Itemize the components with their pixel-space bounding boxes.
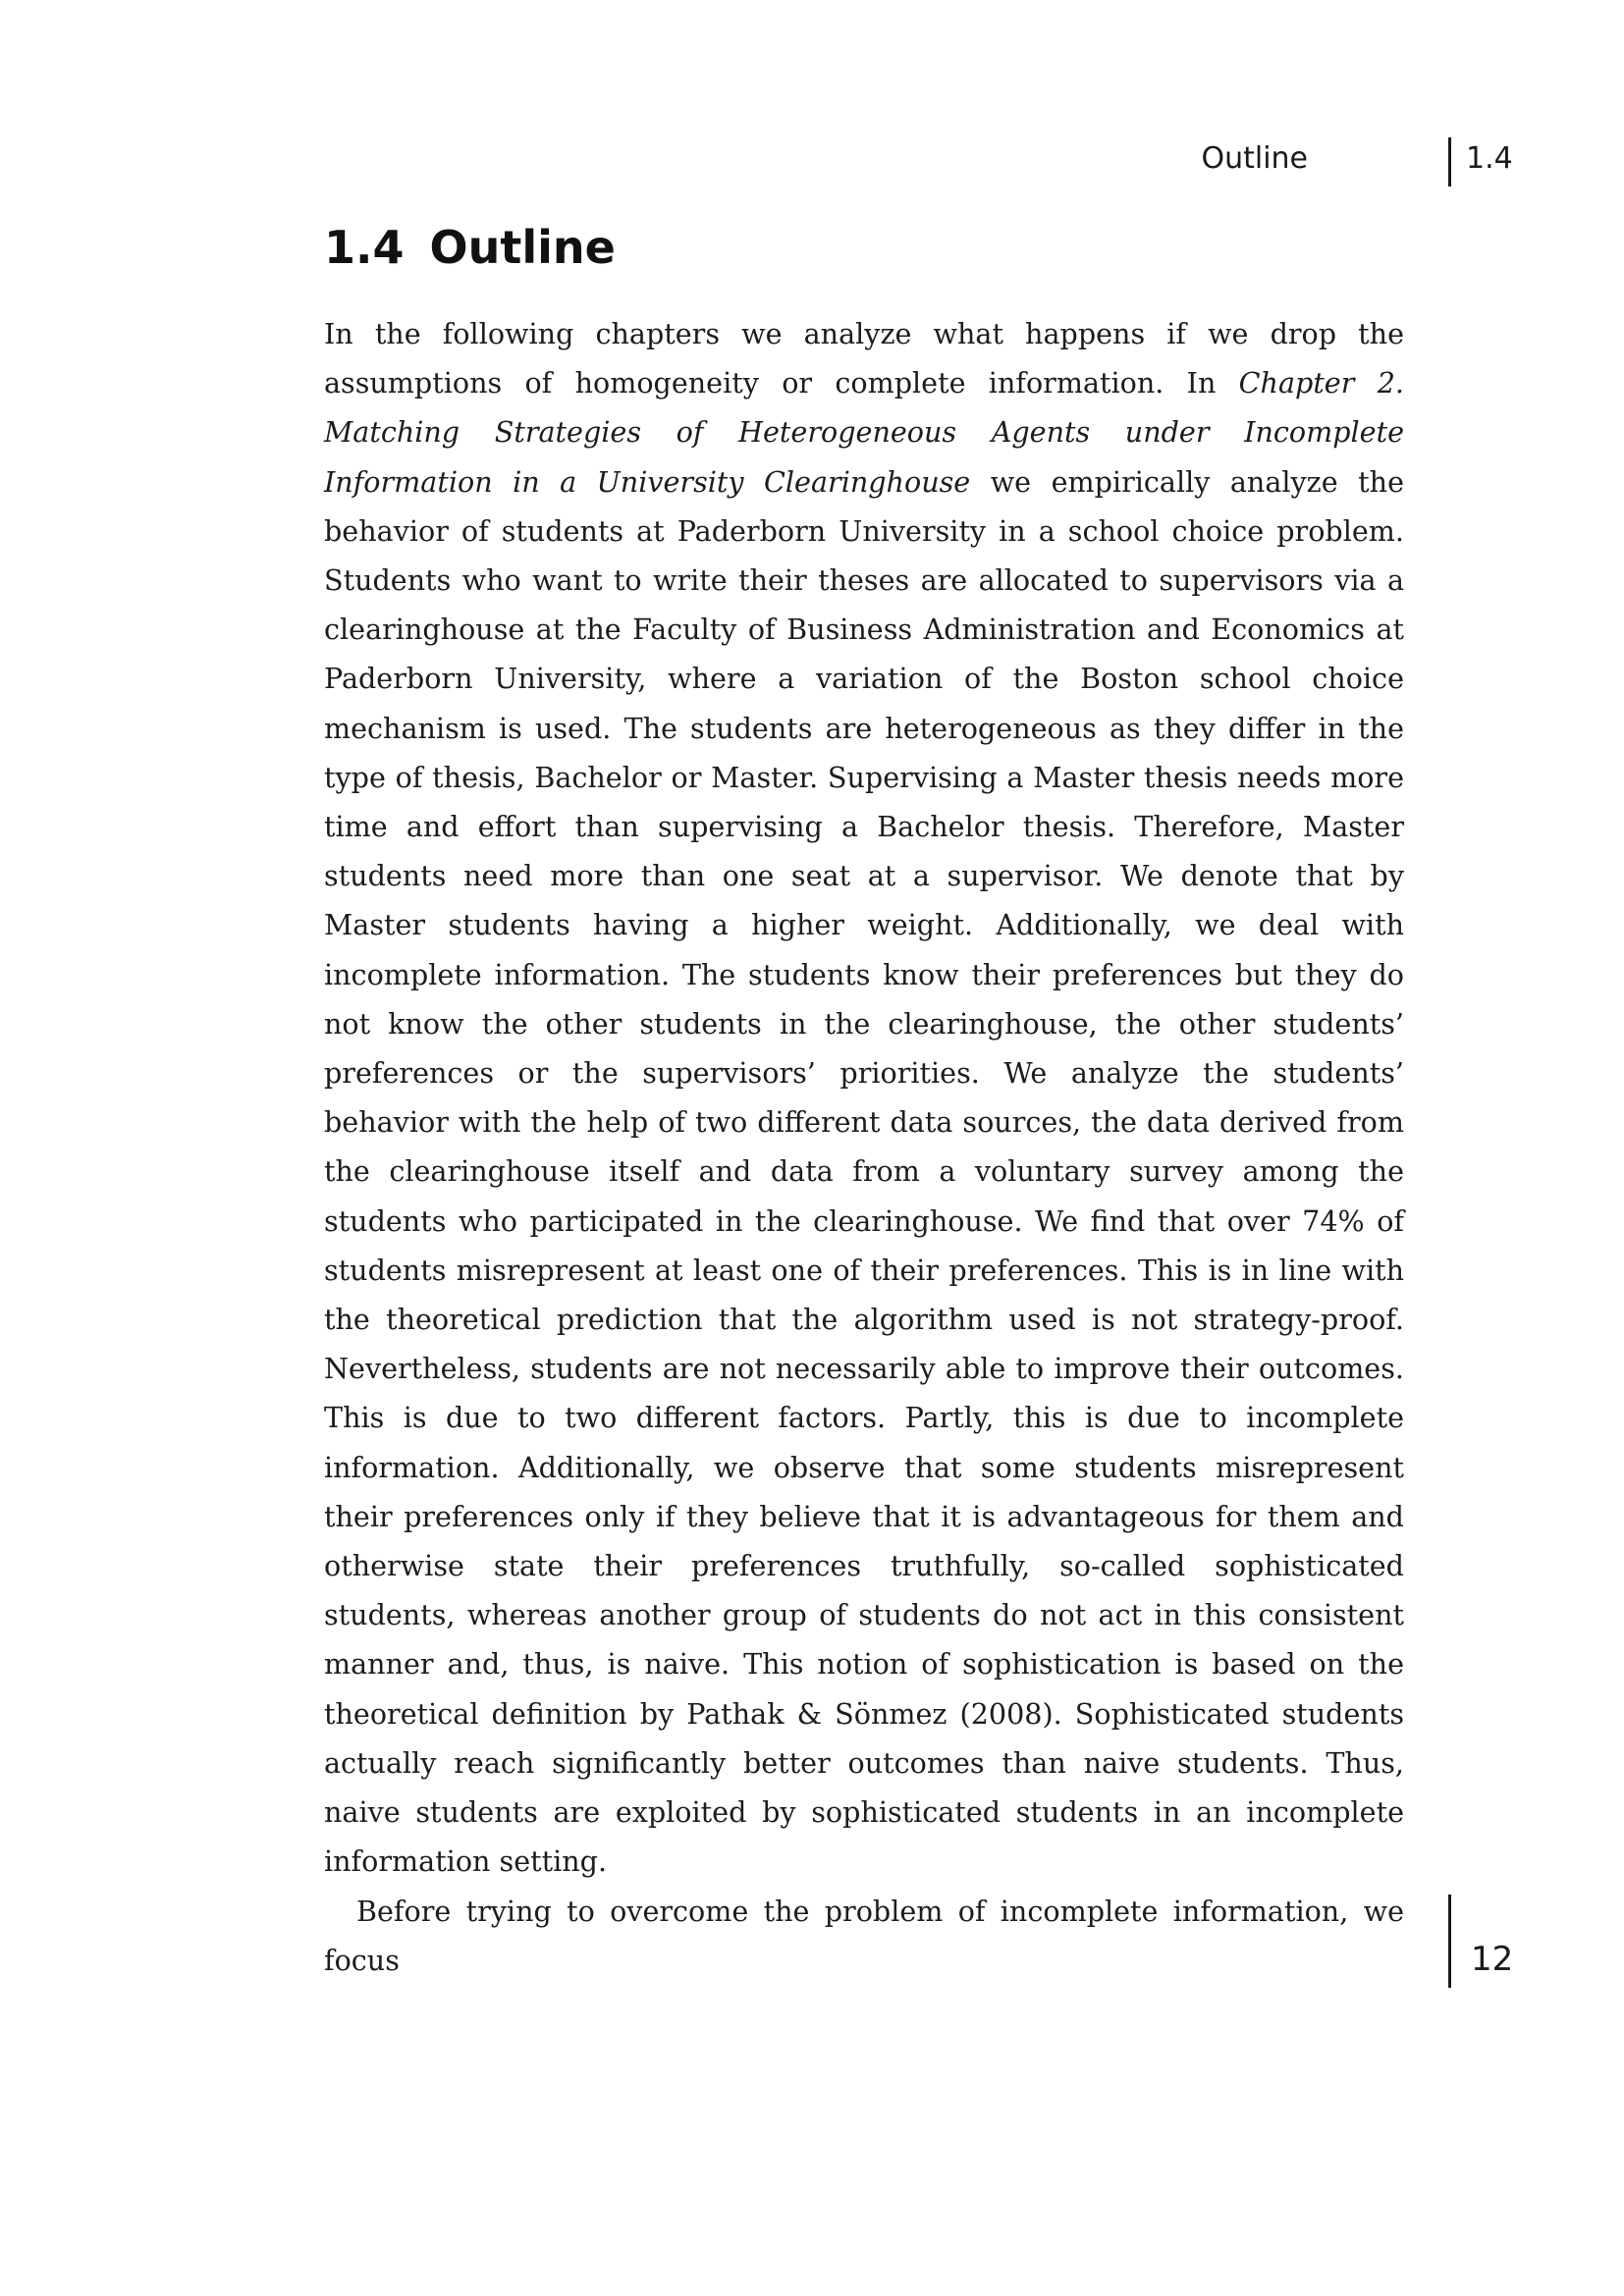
- section-number: 1.4: [324, 221, 405, 274]
- paragraph-1-text-a: In the following chapters we analyze what happens if we drop the assumptions of homogeneity or complete information. In: [324, 317, 1404, 400]
- paragraph-1: [324, 309, 1404, 1887]
- paragraph-1-text-b: we empirically analyze the behavior of students at Paderborn University in a school choice problem. Students who want to write their theses are allocated to supervisors via a clearinghouse at the Faculty of Business Administration and Economics at Paderborn University, where a variation of the Boston school choice mechanism is used. The students are heterogeneous as they differ in the type of thesis, Bachelor or Master. Supervising a Master thesis needs more time and effort than supervising a Bachelor thesis. Therefore, Master students need more than one seat at a supervisor. We denote that by Master students having a higher weight. Additionally, we deal with incomplete information. The students know their preferences but they do not know the other students in the clearinghouse, the other students’ preferences or the supervisors’ priorities. We analyze the students’ behavior with the help of two different data sources, the data derived from the clearinghouse itself and data from a voluntary survey among the students who participated in the clearinghouse. We find that over 74% of students misrepresent at least one of their preferences. This is in line with the theoretical prediction that the algorithm used is not strategy-proof. Nevertheless, students are not necessarily able to improve their outcomes. This is due to two different factors. Partly, this is due to incomplete information. Additionally, we observe that some students misrepresent their preferences only if they believe that it is advantageous for them and otherwise state their preferences truthfully, so-called sophisticated students, whereas another group of students do not act in this consistent manner and, thus, is naive. This notion of sophistication is based on the theoretical definition by Pathak & Sönmez (2008). Sophisticated students actually reach significantly better outcomes than naive students. Thus, naive students are exploited by sophisticated students in an incomplete information setting.: [324, 464, 1404, 1879]
- section-title: Outline: [429, 221, 616, 274]
- chapter-2-title-reference: Chapter 2. Matching Strategies of Heterogeneous Agents under Incomplete Information in a University Clearinghouse: [324, 366, 1404, 499]
- page-footer: [1448, 1895, 1546, 1993]
- body-text: [324, 309, 1404, 1985]
- running-header-section-number: 1.4: [1466, 141, 1513, 176]
- running-header: [1178, 137, 1532, 187]
- page-footer-rule: [1448, 1895, 1451, 1988]
- running-header-title: Outline: [1201, 141, 1308, 176]
- running-header-rule: [1448, 137, 1451, 187]
- page-number: 12: [1471, 1940, 1514, 1979]
- section-heading: [324, 216, 616, 279]
- paragraph-2: Before trying to overcome the problem of incomplete information, we focus: [324, 1894, 1404, 1977]
